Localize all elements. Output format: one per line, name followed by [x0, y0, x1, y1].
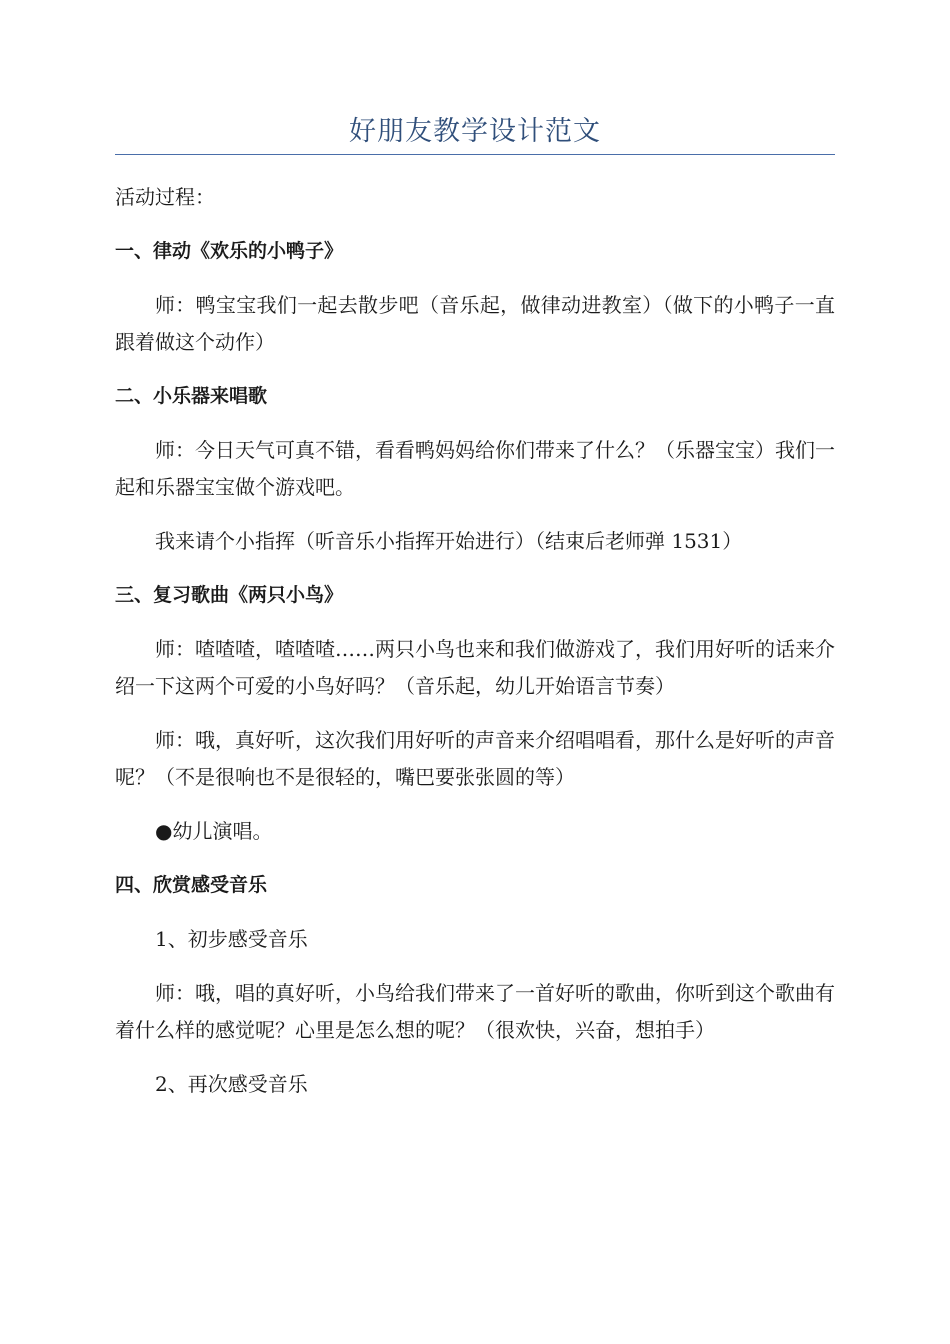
section-3-paragraph-1: 师：喳喳喳，喳喳喳……两只小鸟也来和我们做游戏了，我们用好听的话来介绍一下这两个可爱的小鸟好吗？（音乐起，幼儿开始语言节奏）	[115, 637, 835, 698]
document-title: 好朋友教学设计范文	[349, 116, 601, 147]
intro-text: 活动过程：	[115, 185, 215, 209]
section-1-heading: 一、律动《欢乐的小鸭子》	[115, 240, 344, 262]
section-4-subheading-1: 1、初步感受音乐	[155, 927, 308, 951]
section-2-heading: 二、小乐器来唱歌	[115, 385, 268, 407]
section-3-bullet: ●幼儿演唱。	[155, 819, 273, 843]
title-underline	[115, 154, 835, 155]
section-3-paragraph-2: 师：哦，真好听，这次我们用好听的声音来介绍唱唱看，那什么是好听的声音呢？（不是很响也不是很轻的，嘴巴要张张圆的等）	[115, 728, 835, 789]
section-3-heading: 三、复习歌曲《两只小鸟》	[115, 584, 344, 606]
section-1-paragraph: 师：鸭宝宝我们一起去散步吧（音乐起，做律动进教室）（做下的小鸭子一直跟着做这个动作）	[115, 293, 835, 354]
section-4-heading: 四、欣赏感受音乐	[115, 874, 268, 896]
section-2-paragraph-1: 师：今日天气可真不错，看看鸭妈妈给你们带来了什么？（乐器宝宝）我们一起和乐器宝宝做个游戏吧。	[115, 438, 835, 499]
document-page	[115, 110, 835, 1103]
section-2-paragraph-2: 我来请个小指挥（听音乐小指挥开始进行）（结束后老师弹 1531）	[155, 529, 743, 553]
section-4-subheading-2: 2、再次感受音乐	[155, 1072, 308, 1096]
section-4-paragraph: 师：哦，唱的真好听，小鸟给我们带来了一首好听的歌曲，你听到这个歌曲有着什么样的感觉呢？心里是怎么想的呢？（很欢快，兴奋，想拍手）	[115, 981, 835, 1042]
